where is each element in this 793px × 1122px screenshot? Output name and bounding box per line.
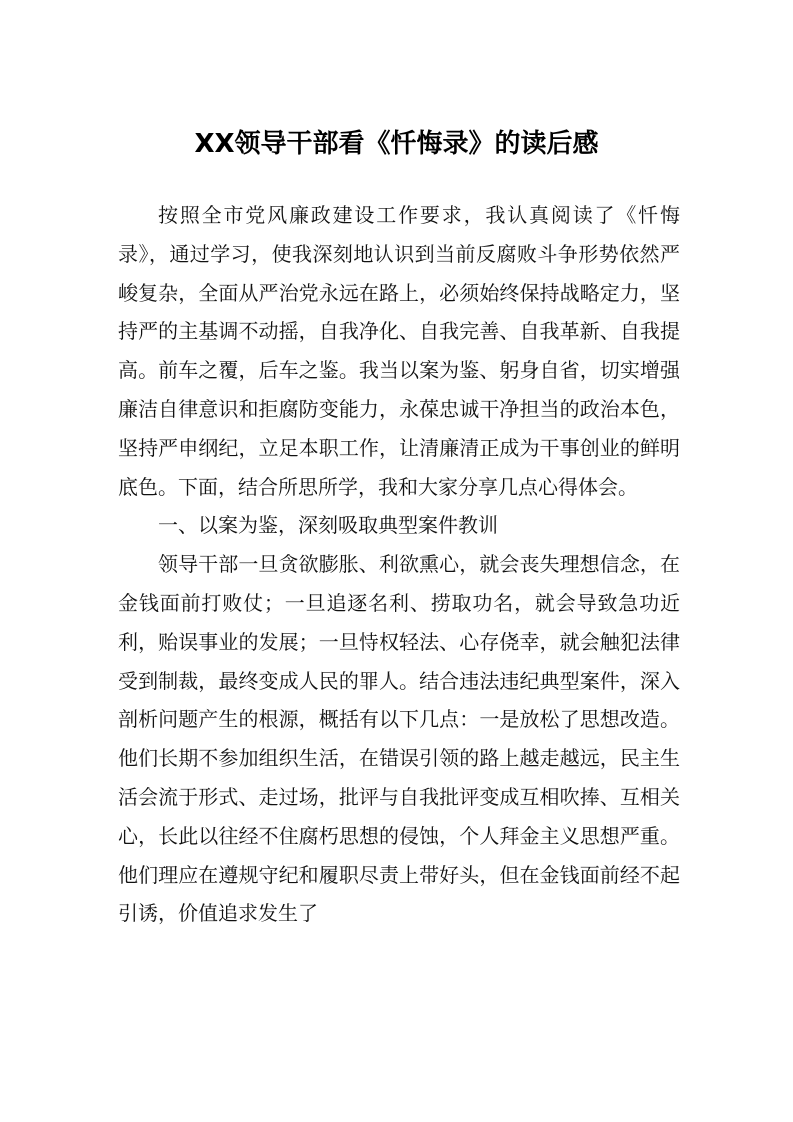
section-heading: 一、以案为鉴，深刻吸取典型案件教训 xyxy=(158,513,498,538)
paragraph-intro: 按照全市党风廉政建设工作要求，我认真阅读了《忏悔录》，通过学习，使我深刻地认识到当前反腐败斗争形势依然严峻复杂，全面从严治党永远在路上，必须始终保持战略定力，坚持严的主基调不动摇，自我净化、自我完善、自我革新、自我提高。前车之覆，后车之鉴。我当以案为鉴、躬身自省，切实增强廉洁自律意识和拒腐防变能力，永葆忠诚干净担当的政治本色，坚持严申纲纪，立足本职工作，让清廉清正成为干事创业的鲜明底色。下面，结合所思所学，我和大家分享几点心得体会。 xyxy=(118,203,680,499)
document-body xyxy=(118,196,680,933)
document-title: XX领导干部看《忏悔录》的读后感 xyxy=(194,129,599,159)
paragraph-section-one: 领导干部一旦贪欲膨胀、利欲熏心，就会丧失理想信念，在金钱面前打败仗；一旦追逐名利、捞取功名，就会导致急功近利，贻误事业的发展；一旦恃权轻法、心存侥幸，就会触犯法律受到制裁，最终变成人民的罪人。结合违法违纪典型案件，深入剖析问题产生的根源，概括有以下几点：一是放松了思想改造。他们长期不参加组织生活，在错误引领的路上越走越远，民主生活会流于形式、走过场，批评与自我批评变成互相吹捧、互相关心，长此以往经不住腐朽思想的侵蚀，个人拜金主义思想严重。他们理应在遵规守纪和履职尽责上带好头，但在金钱面前经不起引诱，价值追求发生了 xyxy=(118,552,680,926)
